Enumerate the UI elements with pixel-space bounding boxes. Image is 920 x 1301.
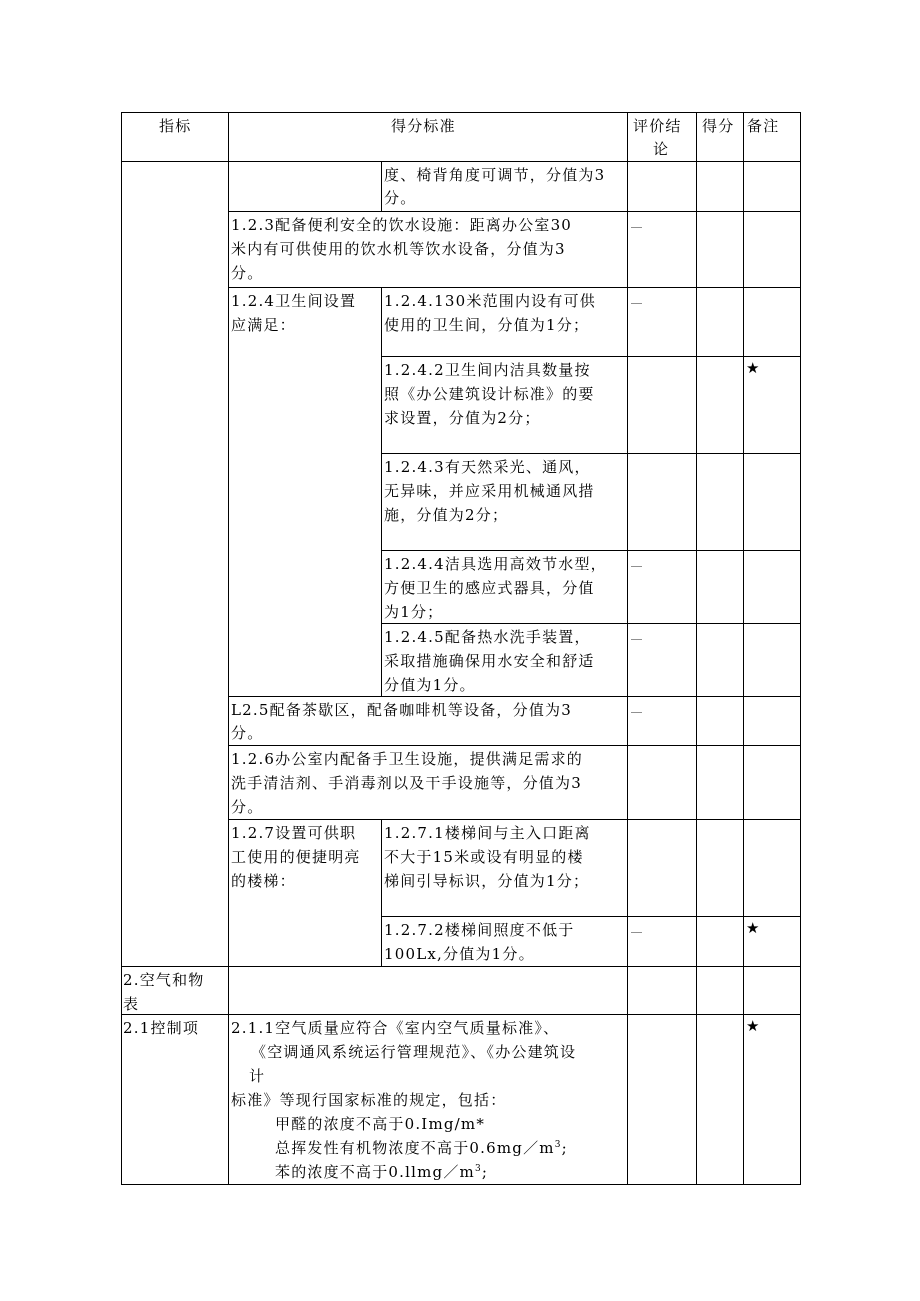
row-1-2-4-3-line-3: 施，分值为2分； [384,506,509,524]
row-1-2-3-line-3: 分。 [231,264,264,282]
row-2-1-1-line-6-end: ; [561,1139,568,1157]
row-2-1-1-line-7-text: 苯的浓度不高于0.llmg／m [275,1163,475,1181]
row-1-2-4-3-line-1: 1.2.4.3有天然采光、通风， [384,458,591,476]
evaluation-table [121,112,801,1185]
row-1-2-6-line-3: 分。 [231,798,264,816]
row-2-line-2: 表 [123,995,140,1013]
row-1-2-3-blank: __ [631,215,642,228]
row-2-1-1-line-7-end: ; [481,1163,489,1181]
row-line-5 [381,550,801,551]
row-1-2-5-line-2: 分。 [231,724,264,742]
row-1-2-4-5-line-1: 1.2.4.5配备热水洗手装置， [384,628,591,646]
row-1-2-4-4-blank: __ [631,554,642,567]
row-line-12 [121,1014,801,1015]
row-1-2-4-4-line-3: 为1分； [384,603,444,621]
col-note-divider [743,112,744,1185]
row-line-7 [228,696,801,697]
subcol-divider-a [381,161,382,211]
row-1-2-4-2-line-3: 求设置，分值为2分； [384,409,541,427]
row-1-2-6-line-2: 洗手清洁剂、手消毒剂以及干手设施等，分值为3 [231,774,582,792]
row-1-2-7-1-line-1: 1.2.7.1楼梯间与主入口距离 [384,824,591,842]
row-1-2-4-3-line-2: 无异味，并应采用机械通风措 [384,482,595,500]
table-border-top [121,112,801,113]
row-line-3 [381,356,801,357]
row-2-1-1-line-2: 《空调通风系统运行管理规范》、《办公建筑设 [251,1043,577,1061]
subcol-divider-c [381,819,382,966]
row-1-2-3-line-1: 1.2.3配备便利安全的饮水设施：距离办公室30 [231,216,573,234]
row-1-2-4-5-line-3: 分值为1分。 [384,676,476,694]
header-note: 备注 [747,117,780,135]
row-line-4 [381,453,801,454]
header-index: 指标 [159,117,192,135]
row-2-1-index: 2.1控制项 [123,1019,200,1037]
row-2-line-1: 2.空气和物 [123,971,205,989]
row-1-2-7-2-star-icon: ★ [746,919,760,937]
row-line-1 [228,211,801,212]
row-1-2-7-2-blank: __ [631,920,642,933]
header-criteria: 得分标准 [391,117,456,135]
row-1-2-5-blank: __ [631,700,642,713]
row-1-2-7-2-line-1: 1.2.7.2楼梯间照度不低于 [384,921,575,939]
row-1-2-6-line-1: 1.2.6办公室内配备手卫生设施，提供满足需求的 [231,750,583,768]
row-1-2-4-4-line-2: 方便卫生的感应式器具，分值 [384,579,595,597]
row-1-2-7-2-line-2: 100Lx,分值为1分。 [384,945,535,963]
row-1-2-4-1-line-1: 1.2.4.130米范围内设有可供 [384,292,596,310]
row-2-1-1-line-5: 甲醛的浓度不高于0.Img/m* [275,1115,486,1133]
row-1-2-4-1-line-2: 使用的卫生间，分值为1分； [384,316,590,334]
row-1-2-2-line-2: 分。 [384,189,417,207]
row-1-2-4-4-line-1: 1.2.4.4洁具选用高效节水型， [384,555,607,573]
subcol-divider-b [381,287,382,696]
row-1-2-7-1-line-2: 不大于15米或设有明显的楼 [384,848,584,866]
row-1-2-4-2-line-2: 照《办公建筑设计标准》的要 [384,385,595,403]
col-score-divider [696,112,697,1185]
row-2-1-1-star-icon: ★ [746,1017,760,1035]
row-1-2-4-group-line-2: 应满足： [231,316,296,334]
row-1-2-7-group-line-3: 的楼梯： [231,872,296,890]
row-line-9 [228,819,801,820]
row-2-1-1-line-4: 标准》等现行国家标准的规定，包括： [231,1091,507,1109]
row-1-2-7-1-line-3: 梯间引导标识，分值为1分； [384,872,590,890]
header-score: 得分 [702,117,735,135]
row-1-2-7-group-line-2: 工使用的便捷明亮 [231,848,361,866]
header-conclusion-1: 评价结 [633,117,682,135]
row-line-2 [228,287,801,288]
header-conclusion-2: 论 [653,140,670,158]
row-1-2-4-group-line-1: 1.2.4卫生间设置 [231,292,357,310]
row-line-8 [228,745,801,746]
row-1-2-4-2-line-1: 1.2.4.2卫生间内洁具数量按 [384,361,591,379]
row-line-6 [381,623,801,624]
table-border-bottom [121,1184,801,1185]
row-1-2-4-5-line-2: 采取措施确保用水安全和舒适 [384,652,595,670]
table-border-right [800,112,801,1185]
row-1-2-3-line-2: 米内有可供使用的饮水机等饮水设备，分值为3 [231,240,566,258]
row-2-1-1-line-6 [275,1136,568,1160]
row-line-11 [121,966,801,967]
row-line-10 [381,916,801,917]
header-bottom-line [121,161,801,162]
row-2-1-1-line-3: 计 [249,1067,266,1085]
row-1-2-4-1-blank: __ [631,291,642,304]
col1-divider [228,112,229,1185]
col-conclusion-divider [627,112,628,1185]
row-2-1-1-line-7-sup: 3 [474,1164,482,1174]
row-1-2-4-5-blank: __ [631,627,642,640]
row-2-1-1-line-6-sup: 3 [554,1140,562,1150]
row-2-1-1-line-1: 2.1.1空气质量应符合《室内空气质量标准》、 [231,1019,560,1037]
row-1-2-5-line-1: L2.5配备茶歇区，配备咖啡机等设备，分值为3 [231,701,572,719]
row-1-2-7-group-line-1: 1.2.7设置可供职 [231,824,357,842]
row-2-1-1-line-7 [275,1160,488,1184]
table-border-left [121,112,122,1185]
row-1-2-2-line-1: 度、椅背角度可调节，分值为3 [384,166,606,184]
row-2-1-1-line-6-text: 总挥发性有机物浓度不高于0.6mg／m [275,1139,555,1157]
row-1-2-4-2-star-icon: ★ [746,359,760,377]
